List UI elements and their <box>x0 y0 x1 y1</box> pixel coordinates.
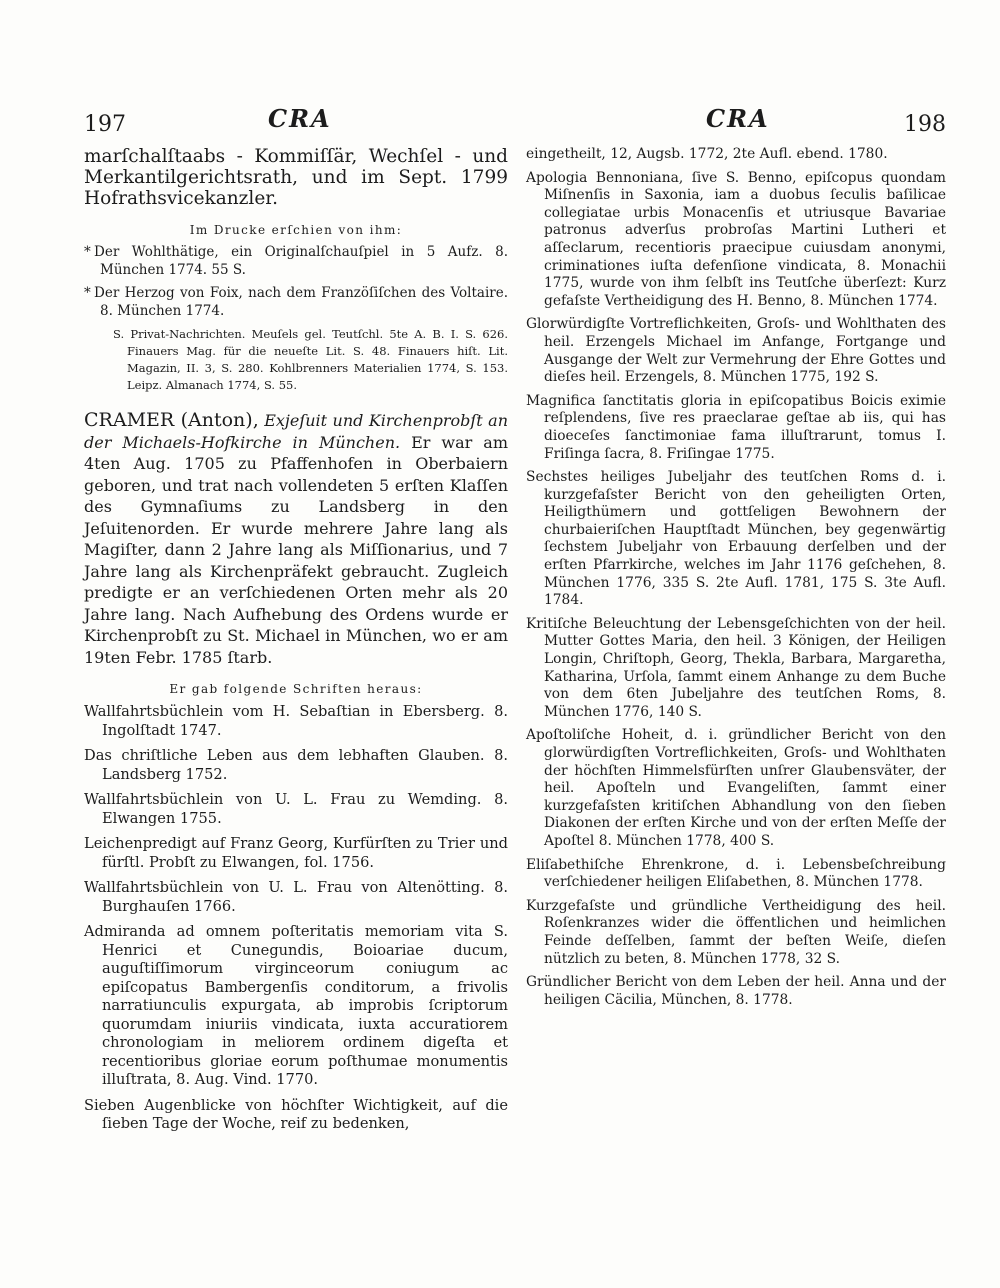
printed-work-text: Der Herzog von Foix, nach dem Franzöſiſchen des Voltaire. 8. München 1774. <box>94 285 508 319</box>
person-role: Exjeſuit und Kirchenprobſt an der Michaels-Hofkirche in München. <box>84 411 508 452</box>
printed-works-label: Im Drucke erſchien von ihm: <box>189 223 403 237</box>
work-entry: Apoſtoliſche Hoheit, d. i. gründlicher Bericht von den glorwürdigſten Vortreflichkeiten, Groſs- und Wohlthaten der höchſten Himmelsfürſten unſrer Glaubensväter, der heil. Apoſteln und Evangeliſten, ſammt einer kurzgefaſsten kritiſchen Abhandlung von den ſieben Diakonen der erſten Kirche und von der erſten Meſſe der Apoſtel 8. München 1778, 400 S. <box>526 727 946 849</box>
work-entry: Gründlicher Bericht von dem Leben der heil. Anna und der heiligen Cäcilia, München, 8. 1778. <box>526 974 946 1008</box>
work-entry: Apologia Bennoniana, ſive S. Benno, epiſcopus quondam Miſnenſis in Saxonia, iam a duobus ſeculis baſilicae collegiatae urbis Monacenſis et utriusque Bavariae patronus adverſus probroſas Martini Lutheri et aſſeclarum, recentioris praecipue cuiusdam anonymi, criminationes iuſta defenſione vindicata, 8. Monachii 1775, wurde von ihm ſelbſt ins Teutſche überſezt: Kurz gefaſste Vertheidigung des H. Benno, 8. München 1774. <box>526 169 946 309</box>
biography-text: Er war am 4ten Aug. 1705 zu Pfaffenhofen in Oberbaiern geboren, und trat nach vollendeten 5 erſten Klaſſen des Gymnaſiums zu Landsberg in den Jeſuitenorden. Er wurde mehrere Jahre lang als Magiſter, dann 2 Jahre lang als Miſſionarius, und 7 Jahre lang als Kirchenpräfekt gebraucht. Zugleich predigte er an verſchiedenen Orten mehr als 20 Jahre lang. Nach Aufhebung des Ordens wurde er Kirchenprobſt zu St. Michael in München, wo er am 19ten Febr. 1785 ſtarb. <box>84 432 508 667</box>
right-column <box>526 146 946 1015</box>
references-text: Privat-Nachrichten. Meuſels gel. Teutſchl. 5te A. B. I. S. 626. Finauers Mag. für die neueſte Lit. S. 48. Finauers hiſt. Lit. Magazin, II. 3, S. 280. Kohlbrenners Materialien 1774, S. 153. Leipz. Almanach 1774, S. 55. <box>127 327 509 392</box>
work-entry: Magnifica ſanctitatis gloria in epiſcopatibus Boicis eximie reſplendens, ſive res praeclarae geſtae ab iis, qui has dioeceſes ſanctimoniae fama illuſtrarunt, tomus I. Friſinga ſacra, 8. Friſingae 1775. <box>526 392 946 462</box>
printed-work-item <box>84 285 508 320</box>
work-entry: Kurzgefaſste und gründliche Vertheidigung des heil. Roſenkranzes wider die öffentlichen und heimlichen Feinde deſſelben, ſammt der beſten Weiſe, dieſen nützlich zu beten, 8. München 1778, 32 S. <box>526 897 946 967</box>
asterisk-mark: * <box>84 244 91 260</box>
references-prefix: S. <box>113 327 125 341</box>
printed-work-item <box>84 244 508 279</box>
running-head-left: CRA <box>268 104 332 133</box>
work-entry: Wallfahrtsbüchlein von U. L. Frau zu Wemding. 8. Elwangen 1755. <box>84 791 508 827</box>
asterisk-mark: * <box>84 285 91 301</box>
printed-work-text: Der Wohlthätige, ein Originalſchauſpiel in 5 Aufz. 8. München 1774. 55 S. <box>94 244 508 278</box>
source-references <box>84 326 508 394</box>
running-head-right: CRA <box>706 104 770 133</box>
work-entry: Leichenpredigt auf Franz Georg, Kurfürſten zu Trier und fürſtl. Probſt zu Elwangen, fol. 1756. <box>84 835 508 871</box>
work-entry: eingetheilt, 12, Augsb. 1772, 2te Aufl. ebend. 1780. <box>526 146 888 162</box>
work-entry: Admiranda ad omnem poſteritatis memoriam vita S. Henrici et Cunegundis, Boioariae ducum, auguſtiſſimorum virginceorum coniugum ac epiſcopatus Bambergenſis conditorum, a frivolis narratiunculis expurgata, ab improbis ſcriptorum quorumdam iniuriis vindicata, iuxta accuratiorem chronologiam in meliorem ordinem digeſta et recentioribus gloriae eorum poſthumae monumentis illuſtrata, 8. Aug. Vind. 1770. <box>84 923 508 1088</box>
person-name: CRAMER (Anton), <box>84 409 259 431</box>
work-entry: Wallfahrtsbüchlein von U. L. Frau von Altenötting. 8. Burghauſen 1766. <box>84 879 508 915</box>
biography-entry <box>84 410 508 668</box>
work-entry: Glorwürdigſte Vortreflichkeiten, Groſs- und Wohlthaten des heil. Erzengels Michael im Anfange, Fortgange und Ausgange der Welt zur Vermehrung der Ehre Gottes und dieſes heil. Erzengels, 8. München 1775, 192 S. <box>526 316 946 386</box>
work-entry: Das chriſtliche Leben aus dem lebhaften Glauben. 8. Landsberg 1752. <box>84 747 508 783</box>
work-entry: Sechstes heiliges Jubeljahr des teutſchen Roms d. i. kurzgefaſster Bericht von den geheiligten Orten, Heiligthümern und gottſeligen Bewohnern der churbaieriſchen Hauptſtadt München, bey gegenwärtig ſechstem Jubeljahr von Erbauung derſelben und der erſten Pfarrkirche, welches im Jahr 1176 geſchehen, 8. München 1776, 335 S. 2te Aufl. 1781, 175 S. 3te Aufl. 1784. <box>526 469 946 609</box>
page-number-left: 197 <box>84 112 126 137</box>
page-number-right: 198 <box>904 112 946 137</box>
continued-biography: marſchalſtaabs - Kommiſſär, Wechſel - und Merkantilgerichtsrath, und im Sept. 1799 Hofrathsvicekanzler. <box>84 146 508 209</box>
left-column <box>84 146 508 1141</box>
work-entry: Eliſabethiſche Ehrenkrone, d. i. Lebensbeſchreibung verſchiedener heiligen Eliſabethen, 8. München 1778. <box>526 856 946 891</box>
work-entry: Sieben Augenblicke von höchſter Wichtigkeit, auf die ſieben Tage der Woche, reif zu bedenken, <box>84 1096 508 1132</box>
works-label: Er gab folgende Schriften heraus: <box>169 682 423 696</box>
work-entry: Kritiſche Beleuchtung der Lebensgeſchichten von der heil. Mutter Gottes Maria, den heil. 3 Königen, der Heiligen Longin, Chriſtoph, Georg, Thekla, Barbara, Margaretha, Katharina, Urſola, ſammt einem Anhange zu dem Buche von dem 6ten Jubeljahre des teutſchen Roms, 8. München 1776, 140 S. <box>526 615 946 720</box>
work-entry: Wallfahrtsbüchlein vom H. Sebaſtian in Ebersberg. 8. Ingolſtadt 1747. <box>84 703 508 739</box>
